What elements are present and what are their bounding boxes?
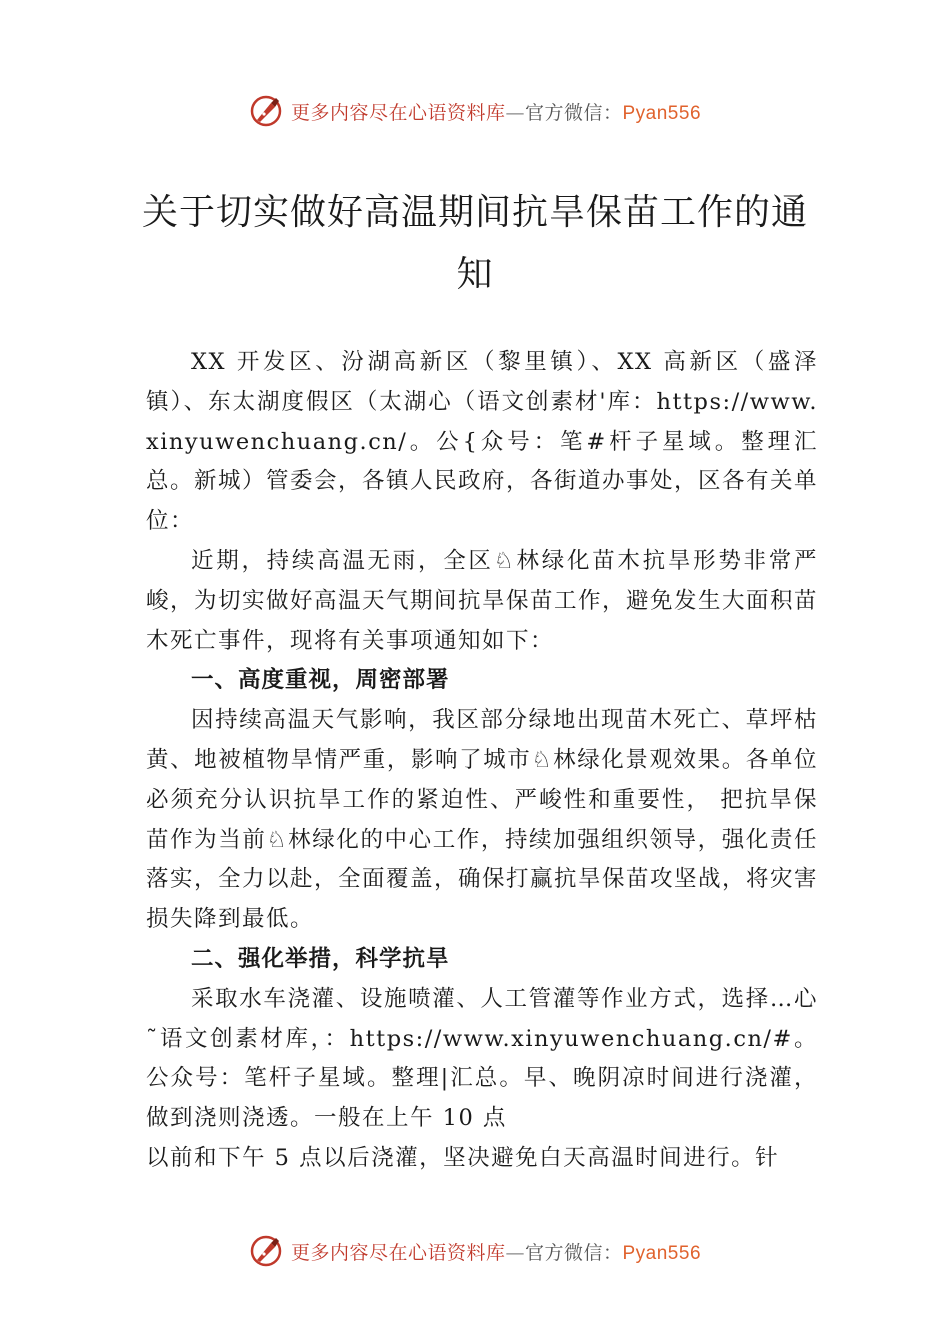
section-heading-1: 一、高度重视，周密部署 [191,667,450,694]
banner-wechat-label: 官方微信： [524,101,623,124]
banner-wechat-label: 官方微信： [524,1241,623,1264]
banner-text [291,98,701,125]
paragraph-section-1: 因持续高温天气影响，我区部分绿地出现苗木死亡、草坪枯黄、地被植物旱情严重，影响了城市♘林绿化景观效果。各单位必须充分认识抗旱工作的紧迫性、严峻性和重要性， 把抗旱保苗作为当前♘林绿化的中心工作，持续加强组织领导，强化责任落实，全力以赴，全面覆盖，确保打赢抗旱保苗攻坚战，将灾害损失降到最低。 [146,707,819,933]
title-line-2: 知 [456,254,494,295]
section-heading-2: 二、强化举措，科学抗旱 [191,945,450,972]
banner-main-text: 更多内容尽在心语资料库 [290,101,506,124]
banner-dash: — [505,101,525,124]
header-banner [0,94,950,128]
pen-nib-logo-icon [249,1234,283,1268]
banner-wechat-id: Pyan556 [622,1242,702,1264]
banner-wechat-id: Pyan556 [622,102,702,124]
paragraph-recipients: XX 开发区、汾湖高新区（黎里镇）、XX 高新区（盛泽镇）、东太湖度假区（太湖心（语文创素材'库：https://www.xinyuwenchuang.cn/。公{众号：笔#杆子星域。整理汇总。新城）管委会，各镇人民政府，各街道办事处，区各有关单位： [146,349,819,535]
footer-banner [0,1234,950,1268]
document-body [146,343,818,1179]
pen-nib-logo-icon [249,94,283,128]
paragraph-section-2: 采取水车浇灌、设施喷灌、人工管灌等作业方式，选择…心˜语文创素材库，：https://www.xinyuwenchuang.cn/#。公众号：笔杆子星域。整理|汇总。早、晚阴凉时间进行浇灌，做到浇则浇透。一般在上午 10 点 [146,985,818,1132]
paragraph-section-2-cont: 以前和下午 5 点以后浇灌，坚决避免白天高温时间进行。针 [146,1144,780,1171]
banner-dash: — [505,1241,525,1264]
banner-text [291,1238,701,1265]
title-line-1: 关于切实做好高温期间抗旱保苗工作的通 [141,192,808,233]
banner-main-text: 更多内容尽在心语资料库 [290,1241,506,1264]
document-title [120,182,830,306]
paragraph-intro: 近期，持续高温无雨，全区♘林绿化苗木抗旱形势非常严峻，为切实做好高温天气期间抗旱保苗工作，避免发生大面积苗木死亡事件，现将有关事项通知如下： [146,547,819,654]
